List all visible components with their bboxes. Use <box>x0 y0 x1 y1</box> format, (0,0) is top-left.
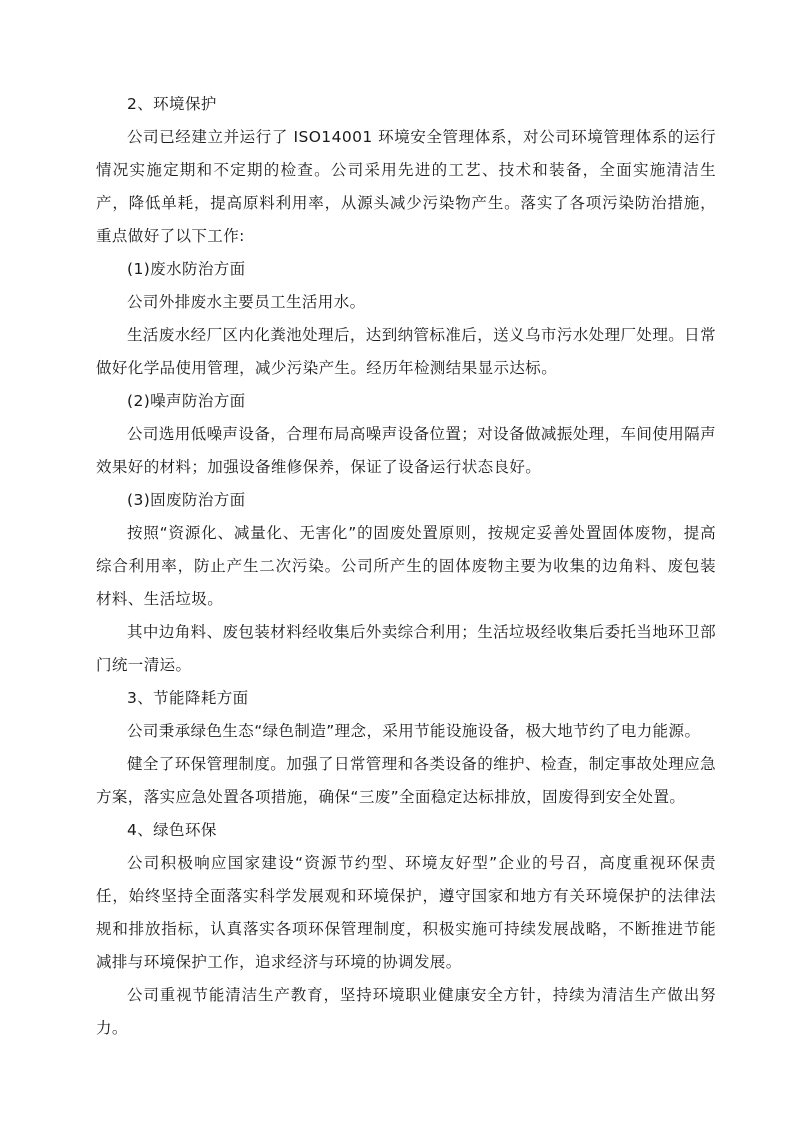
subheading-noise: (2)噪声防治方面 <box>127 392 246 410</box>
paragraph-green-2: 公司重视节能清洁生产教育，坚持环境职业健康安全方针，持续为清洁生产做出努力。 <box>96 986 716 1037</box>
paragraph-noise-1: 公司选用低噪声设备，合理布局高噪声设备位置；对设备做减振处理，车间使用隔声效果好的材料；加强设备维修保养，保证了设备运行状态良好。 <box>96 425 716 476</box>
section-heading-environment: 2、环境保护 <box>127 95 217 113</box>
paragraph-wastewater-2: 生活废水经厂区内化粪池处理后，达到纳管标准后，送义乌市污水处理厂处理。日常做好化学品使用管理，减少污染产生。经历年检测结果显示达标。 <box>96 326 716 377</box>
subheading-wastewater: (1)废水防治方面 <box>127 260 246 278</box>
paragraph-energy-2: 健全了环保管理制度。加强了日常管理和各类设备的维护、检查，制定事故处理应急方案，落实应急处置各项措施，确保“三废”全面稳定达标排放，固废得到安全处置。 <box>96 755 716 806</box>
section-heading-green: 4、绿色环保 <box>127 821 217 839</box>
subheading-solid-waste: (3)固废防治方面 <box>127 491 246 509</box>
paragraph-solid-waste-1: 按照“资源化、减量化、无害化”的固废处置原则，按规定妥善处置固体废物，提高综合利用率，防止产生二次污染。公司所产生的固体废物主要为收集的边角料、废包装材料、生活垃圾。 <box>96 524 716 608</box>
paragraph-environment-intro: 公司已经建立并运行了 ISO14001 环境安全管理体系，对公司环境管理体系的运行情况实施定期和不定期的检查。公司采用先进的工艺、技术和装备，全面实施清洁生产，降低单耗，提高原料利用率，从源头减少污染物产生。落实了各项污染防治措施，重点做好了以下工作: <box>96 128 716 245</box>
paragraph-green-1: 公司积极响应国家建设“资源节约型、环境友好型”企业的号召，高度重视环保责任，始终坚持全面落实科学发展观和环境保护，遵守国家和地方有关环境保护的法律法规和排放指标，认真落实各项环保管理制度，积极实施可持续发展战略，不断推进节能减排与环境保护工作，追求经济与环境的协调发展。 <box>96 854 716 971</box>
paragraph-solid-waste-2: 其中边角料、废包装材料经收集后外卖综合利用；生活垃圾经收集后委托当地环卫部门统一清运。 <box>96 623 716 674</box>
section-heading-energy: 3、节能降耗方面 <box>127 689 249 707</box>
paragraph-energy-1: 公司秉承绿色生态“绿色制造”理念，采用节能设施设备，极大地节约了电力能源。 <box>127 722 701 740</box>
paragraph-wastewater-1: 公司外排废水主要员工生活用水。 <box>127 293 366 311</box>
